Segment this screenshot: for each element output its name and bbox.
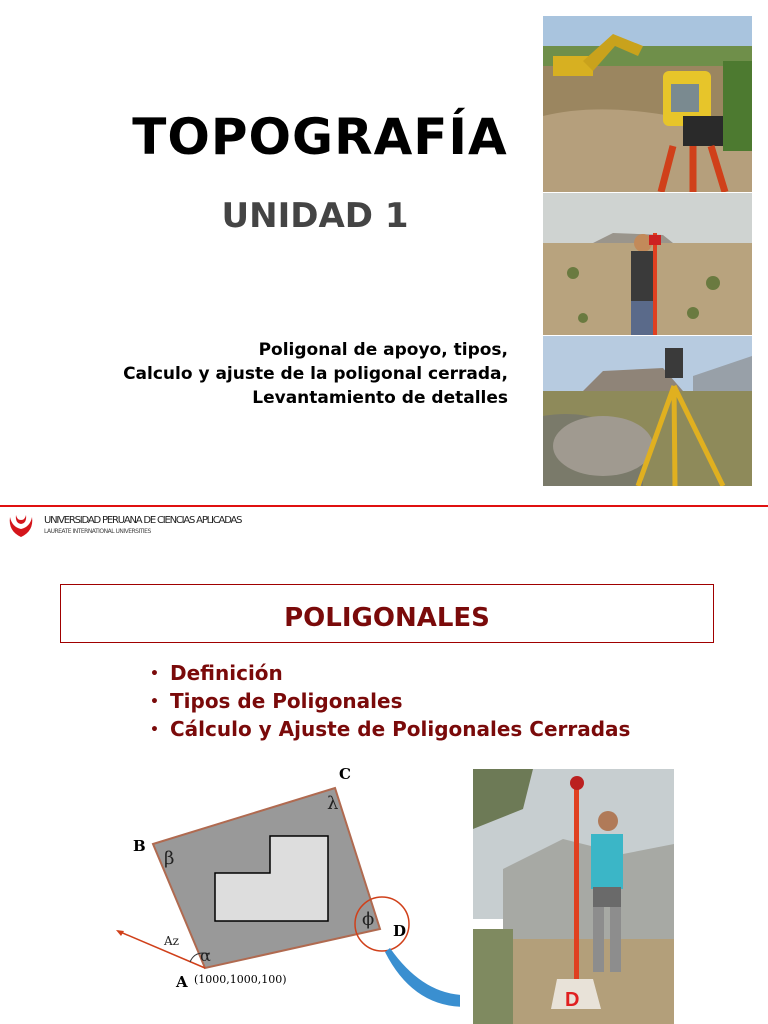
university-logo-icon bbox=[6, 511, 36, 541]
vertex-label-a: A bbox=[176, 973, 188, 991]
bullet-item: • Tipos de Poligonales bbox=[150, 689, 403, 713]
university-name: UNIVERSIDAD PERUANA DE CIENCIAS APLICADAS bbox=[44, 515, 242, 526]
slide-subtitle: UNIDAD 1 bbox=[221, 196, 409, 236]
photo-surveyor-field bbox=[543, 193, 752, 335]
topic-line: Levantamiento de detalles bbox=[252, 388, 508, 408]
slide-title: TOPOGRAFÍA bbox=[132, 108, 508, 166]
photo-surveyor-point-d bbox=[473, 769, 674, 1024]
bullet-item: • Cálculo y Ajuste de Poligonales Cerradas bbox=[150, 717, 631, 741]
photo-tripod-landscape bbox=[543, 336, 752, 486]
university-subtitle: LAUREATE INTERNATIONAL UNIVERSITIES bbox=[44, 528, 151, 535]
topics-list bbox=[123, 338, 508, 410]
azimuth-label: Az bbox=[164, 934, 179, 948]
vertex-label-d: D bbox=[393, 922, 407, 940]
polygon-diagram bbox=[100, 755, 460, 1024]
photo-total-station bbox=[543, 16, 752, 192]
bullet-list bbox=[150, 660, 630, 744]
slide-divider bbox=[0, 505, 768, 507]
vertex-label-b: B bbox=[133, 837, 146, 855]
angle-lambda-label: λ bbox=[327, 793, 339, 814]
angle-beta-label: β bbox=[164, 848, 175, 869]
pointer-arrow-icon bbox=[385, 948, 460, 1013]
section-heading: POLIGONALES bbox=[284, 603, 490, 633]
photo-point-label: D bbox=[565, 989, 580, 1011]
topic-line: Poligonal de apoyo, tipos, bbox=[258, 340, 508, 360]
angle-alpha-label: α bbox=[200, 946, 211, 965]
angle-phi-label: ϕ bbox=[362, 909, 375, 930]
bullet-item: • Definición bbox=[150, 661, 283, 685]
topic-line: Calculo y ajuste de la poligonal cerrada, bbox=[123, 364, 508, 384]
vertex-a-coordinates: (1000,1000,100) bbox=[194, 973, 287, 986]
vertex-label-c: C bbox=[339, 765, 351, 783]
